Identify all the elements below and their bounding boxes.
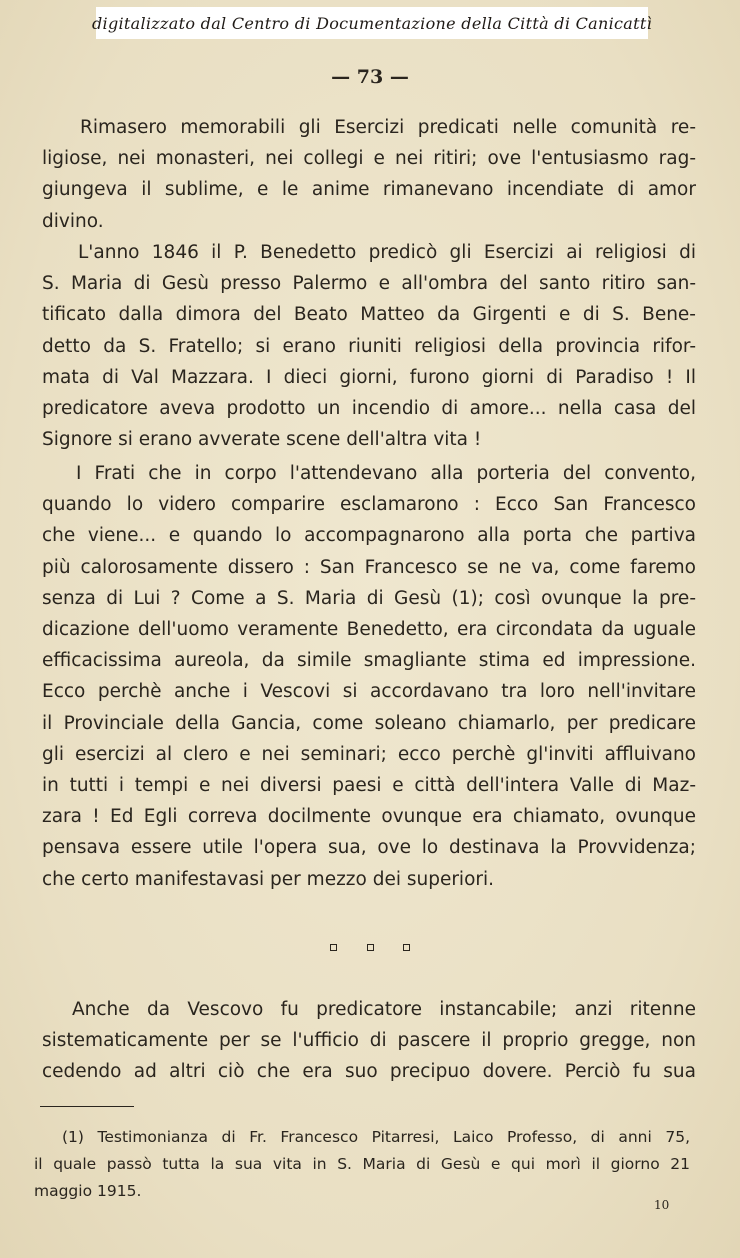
text-line: Rimasero memorabili gli Esercizi predicati nelle comunità re- bbox=[80, 117, 696, 138]
text-line: che viene... e quando lo accompagnarono alla porta che partiva bbox=[42, 525, 696, 547]
digitization-watermark: digitalizzato dal Centro di Documentazione della Città di Canicattì bbox=[96, 7, 648, 39]
separator-square-icon bbox=[367, 944, 374, 951]
text-line: sistematicamente per se l'ufficio di pascere il proprio gregge, non bbox=[42, 1030, 696, 1052]
page-number: — 73 — bbox=[331, 66, 409, 88]
text-line: in tutti i tempi e nei diversi paesi e città dell'intera Valle di Maz- bbox=[42, 775, 696, 797]
text-line: efficacissima aureola, da simile smagliante stima ed impressione. bbox=[42, 650, 696, 672]
separator-square-icon bbox=[403, 944, 410, 951]
footnote-line: il quale passò tutta la sua vita in S. Maria di Gesù e qui morì il giorno 21 bbox=[34, 1155, 690, 1173]
text-line: ligiose, nei monasteri, nei collegi e nei ritiri; ove l'entusiasmo rag- bbox=[42, 148, 696, 170]
text-line: giungeva il sublime, e le anime rimanevano incendiate di amor bbox=[42, 179, 696, 201]
text-line: il Provinciale della Gancia, come soleano chiamarlo, per predicare bbox=[42, 712, 696, 734]
text-line: divino. bbox=[42, 210, 104, 232]
text-line: S. Maria di Gesù presso Palermo e all'ombra del santo ritiro san- bbox=[42, 273, 696, 295]
text-line: I Frati che in corpo l'attendevano alla porteria del convento, bbox=[76, 463, 696, 484]
text-line: L'anno 1846 il P. Benedetto predicò gli Esercizi ai religiosi di bbox=[78, 242, 696, 263]
text-line: quando lo videro comparire esclamarono : Ecco San Francesco bbox=[42, 494, 696, 516]
paragraph-2 bbox=[42, 237, 696, 455]
text-line: Anche da Vescovo fu predicatore instancabile; anzi ritenne bbox=[72, 999, 696, 1020]
text-line: mata di Val Mazzara. I dieci giorni, furono giorni di Paradiso ! Il bbox=[42, 366, 696, 388]
separator-square-icon bbox=[330, 944, 337, 951]
text-line: Ecco perchè anche i Vescovi si accordavano tra loro nell'invitare bbox=[42, 681, 696, 703]
text-line: detto da S. Fratello; si erano riuniti religiosi della provincia rifor- bbox=[42, 335, 696, 357]
text-line: che certo manifestavasi per mezzo dei superiori. bbox=[42, 868, 495, 890]
text-line: pensava essere utile l'opera sua, ove lo destinava la Provvidenza; bbox=[42, 837, 696, 859]
text-line: più calorosamente dissero : San Francesco se ne va, come faremo bbox=[42, 556, 696, 578]
text-line: zara ! Ed Egli correva docilmente ovunque era chiamato, ovunque bbox=[42, 806, 696, 828]
printer-signature-mark: 10 bbox=[654, 1198, 670, 1212]
footnote-line: maggio 1915. bbox=[34, 1182, 142, 1200]
text-line: senza di Lui ? Come a S. Maria di Gesù (1); così ovunque la pre- bbox=[42, 587, 696, 609]
paragraph-3 bbox=[42, 458, 696, 895]
text-line: gli esercizi al clero e nei seminari; ecco perchè gl'inviti affluivano bbox=[42, 743, 696, 765]
text-line: cedendo ad altri ciò che era suo precipuo dovere. Perciò fu sua bbox=[42, 1061, 696, 1083]
paragraph-4 bbox=[42, 994, 696, 1088]
footnote-line: (1) Testimonianza di Fr. Francesco Pitarresi, Laico Professo, di anni 75, bbox=[62, 1128, 690, 1146]
footnote bbox=[34, 1124, 690, 1205]
text-line: Signore si erano avverate scene dell'altra vita ! bbox=[42, 429, 482, 451]
text-line: dicazione dell'uomo veramente Benedetto, era circondata da uguale bbox=[42, 619, 696, 641]
text-line: predicatore aveva prodotto un incendio di amore... nella casa del bbox=[42, 398, 696, 420]
footnote-rule bbox=[40, 1106, 134, 1107]
paragraph-1 bbox=[42, 112, 696, 237]
text-line: tificato dalla dimora del Beato Matteo da Girgenti e di S. Bene- bbox=[42, 304, 696, 326]
section-separator bbox=[330, 938, 410, 956]
